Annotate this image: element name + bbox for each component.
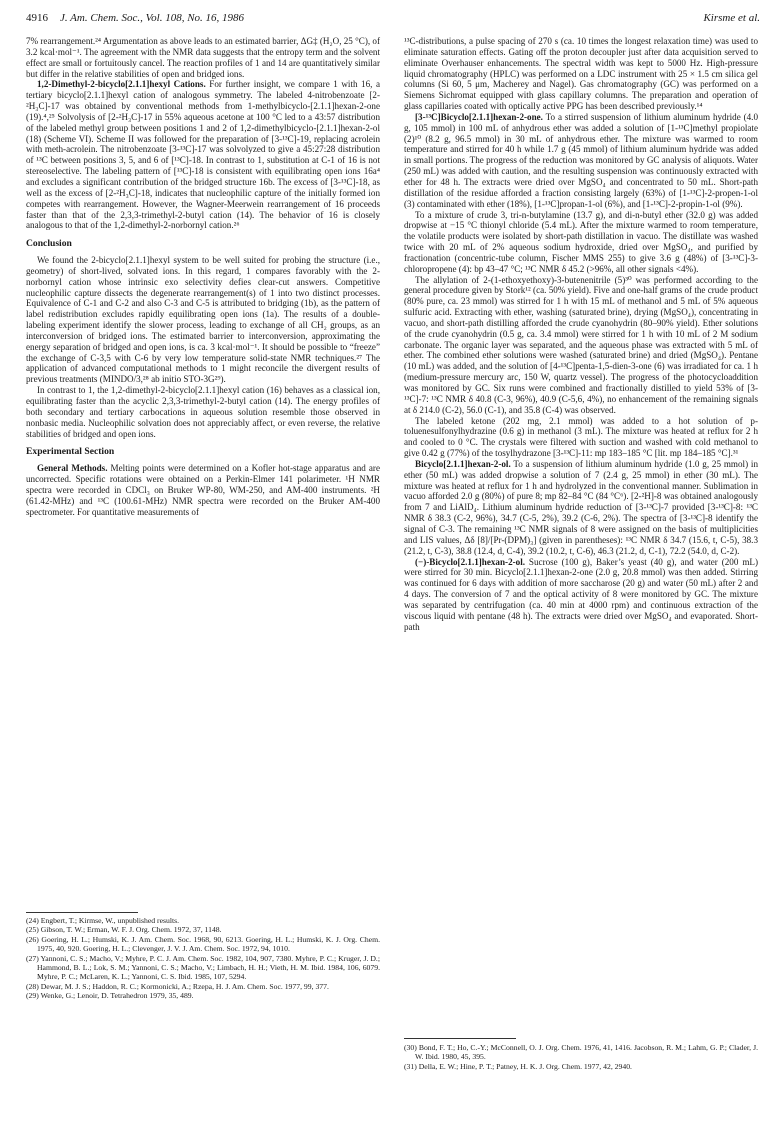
enantiomer-body: Sucrose (100 g), Baker’s yeast (40 g), and water (200 mL) were stirred for 30 min. Bicyclo[2.1.1]hexan-2-one (2.0 g, 20.8 mmol) was then added. Stirring was continued for 6 days with addition of more saccharose (20 g) and water (50 mL) after 2 and 4 days. The conversion of 7 and the optical activity of 8 were monitored by GC. The mixture was separated by centrifugation (ca. 40 min at 4000 rpm) and continuous extraction of the viscous liquid with pentane (48 h). The extracts were dried over MgSO₄ and evaporated. Short-path [404, 556, 758, 632]
footnote-31: (31) Della, E. W.; Hine, P. T.; Patney, H. K. J. Org. Chem. 1977, 42, 2940. [404, 1061, 632, 1071]
hexanol-paragraph [404, 459, 758, 557]
page-number: 4916 [26, 12, 48, 24]
footnote-26: (26) Goering, H. L.; Humski, K. J. Am. Chem. Soc. 1968, 90, 6213. Goering, H. L.; Humski, K. J. Org. Chem. 1975, 40, 920. Goering, H. L.; Clevenger, J. V. J. Am. Chem. Soc. 1972, 94, 1010. [26, 934, 380, 954]
right-column [404, 36, 758, 632]
footnote-29: (29) Wenke, G.; Lenoir, D. Tetrahedron 1979, 35, 489. [26, 991, 194, 1001]
right-footnote-rule [404, 1038, 516, 1039]
hexanol-body: To a suspension of lithium aluminum hydride (1.0 g, 25 mmol) in ether (50 mL) was added dropwise a solution of 7 (2.4 g, 25 mmol) in ether (30 mL). The mixture was heated at reflux for 1 h and hydrolyzed in the conventional manner. Sublimation in vacuo afforded 2.0 g (80%) of pure 8; mp 82–84 °C (84 °C⁶). [2-²H]-8 was obtained analogously from 7 and LiAlD₄. Lithium aluminum hydride reduction of [3-¹³C]-7 provided [3-¹³C]-8: ¹³C NMR δ 38.3 (C-2, 96%), 34.7 (C-5, 2%), 39.2 (C-6, 2%). The spectra of [3-¹³C]-8 identify the signal of C-3. The remaining ¹³C NMR signals of 8 were assigned on the basis of multiplicities and LIS values, Δδ [8]/[Pr-(DPM)₃] (given in parentheses): ¹³C NMR δ 34.7 (15.6, t, C-5), 38.3 (21.2, t, C-3), 38.8 (12.4, d, C-4), 39.2 (10.2, t, C-6), 46.3 (21.2, d, C-1), 72.2 (54.0, d, C-2). [404, 458, 758, 556]
conclusion-paragraph-1: We found the 2-bicyclo[2.1.1]hexyl system to be well suited for probing the structure (i.e., geometry) of short-lived, solvated ions. In this regard, 1 compares favorably with the 2-norbornyl cation whose intrinsic exo selectivity defies clear-cut answers. Competitive nucleophilic capture dissects the degenerate rearrangement(s) of 1 into two distinct processes. Equivalence of C-1 and C-2 and also C-3 and C-5 is attributed to bridging (1b), as the pattern of label redistribution excludes rapidly equilibrating open ions (1a). The results of a double-labeling experiment identify the slower process, leading to exchange of all CH₂ groups, as an interconversion of bridged ions. The estimated barrier to interconversion, approximating the energy separation of bridged and open ions, is ca. 3 kcal·mol⁻¹. It should be possible to “freeze” the exchange of C-3,5 with C-6 by very low temperature solid-state NMR techniques.²⁷ The application of advanced computational methods to 1 might reconcile the divergent results of previous treatments (MINDO/3,²⁸ ab initio STO-3G²⁹). [26, 255, 380, 385]
footnote-30: (30) Bond, F. T.; Ho, C.-Y.; McConnell, O. J. Org. Chem. 1976, 41, 1416. Jacobson, R. M.; Lahm, G. P.; Clader, J. W. Ibid. 1980, 45, 395. [404, 1043, 758, 1062]
dimethyl-body: For further insight, we compare 1 with 16, a tertiary bicyclo[2.1.1]hexyl cation of analogous symmetry. The labeled 4-nitrobenzoate [2-²H₃C]-17 was obtained by conventional methods from 1-methylbicyclo-[2.1.1]hexan-2-one (19).⁴,²⁵ Solvolysis of [2-²H₃C]-17 in 55% aqueous acetone at 100 °C led to a 43:57 distribution of the labeled methyl group between positions 1 and 2 of 1,2-dimethylbicyclo-[2.1.1]hexan-2-ol (18) (Scheme VI). Scheme II was followed for the preparation of [3-¹³C]-19, replacing acrolein with meth-acrolein. The nitrobenzoate [3-¹³C]-17 was solvolyzed to give a 45:27:28 distribution of ¹³C between positions 3, 5, and 6 of [¹³C]-18. In contrast to 1, substitution at C-1 of 16 is not stereoselective. The labeling pattern of [¹³C]-18 is consistent with equilibrating open ions 16a⁴ and excludes a significant contribution of the bridged structure 16b. The excess of [3-¹³C]-18, as well as the excess of [2-²H₃C]-18, indicates that nucleophilic capture of the initially formed ion competes with rearrangement. However, the Wagner-Meerwein rearrangement of 16 proceeds faster than that of the 2,3,3-trimethyl-2-butyl cation (14). The behavior of 16 is closely analogous to that of the 1,2-dimethyl-2-norbornyl cation.²⁶ [26, 79, 380, 231]
footnote-28: (28) Dewar, M. J. S.; Haddon, R. C.; Kormonicki, A.; Rzepa, H. J. Am. Chem. Soc. 1977, 99, 377. [26, 981, 329, 991]
running-header [26, 12, 760, 28]
general-methods-body: Melting points were determined on a Kofler hot-stage apparatus and are uncorrected. Specific rotations were obtained on a Perkin-Elmer 141 polarimeter. ¹H NMR spectra were recorded in CDCl₃ on Bruker WP-80, WM-250, and AM-400 instruments. ²H (61.42-MHz) and ¹³C (100.61-MHz) NMR spectra were recorded on the Bruker AM-400 spectrometer. For quantitative measurements of [26, 463, 380, 517]
hexanol-heading: Bicyclo[2.1.1]hexan-2-ol. [415, 458, 511, 469]
footnote-27: (27) Yannoni, C. S.; Macho, V.; Myhre, P. C. J. Am. Chem. Soc. 1982, 104, 907, 7380. Myhre, P. C.; Kruger, J. D.; Hammond, B. L.; Lok, S. M.; Yannoni, C. S.; Macho, V.; Limbach, H. H.; Vieth, H. M. Ibid. 1984, 106, 6079. Myhre, P. C.; McLaren, K. L.; Yannoni, C. S. Ibid. 1985, 107, 5294. [26, 953, 380, 982]
footnote-25: (25) Gibson, T. W.; Erman, W. F. J. Org. Chem. 1972, 37, 1148. [26, 925, 222, 935]
left-footnotes [26, 916, 380, 1001]
conclusion-paragraph-2: In contrast to 1, the 1,2-dimethyl-2-bicyclo[2.1.1]hexyl cation (16) behaves as a classical ion, equilibrating faster than the acyclic 2,3,3-trimethyl-2-butyl cation (14). The energy profiles of both secondary and tertiary carbocations in aqueous solution resemble those observed in nonbasic media. Nucleophilic solvation does not appreciably affect, or even reverse, the relative stabilities of bridged and open ions. [26, 385, 380, 439]
experimental-heading: Experimental Section [26, 446, 115, 458]
nmr-methods-continued: ¹³C-distributions, a pulse spacing of 270 s (ca. 10 times the longest relaxation time) was used to eliminate saturation effects. Gating off the proton decoupler just after data acquisition served to eliminate Overhauser enhancements. The spectral width was kept to 5000 Hz. High-pressure liquid chromatography (HPLC) was performed on a LDC instrument with 25 × 1.5 cm silica gel columns (Si 60, 5 μm, Macherey and Nagel). Gas chromatography (GC) was performed on a Siemens Sichromat equipped with glass capillary columns. The preparation and operation of glass capillaries coated with optically active PPG has been described previously.¹⁴ [404, 36, 758, 112]
left-column [26, 36, 380, 517]
left-footnote-rule [26, 912, 138, 913]
intro-paragraph: 7% rearrangement.²⁴ Argumentation as above leads to an estimated barrier, ΔG‡ (H₂O, 25 °C), of 3.2 kcal·mol⁻¹. The agreement with the NMR data suggests that the entropy term and the solvent effect are small or fortuitously cancel. The reaction profiles of 1 and 14 are quantitatively similar but differ in the relative stabilities of open and bridged ions. [26, 36, 380, 79]
right-footnotes [404, 1043, 758, 1071]
dimethyl-paragraph [26, 79, 380, 231]
tosylhydrazone-paragraph: The labeled ketone (202 mg, 2.1 mmol) was added to a hot solution of p-toluenesulfonylhydrazine (0.6 g) in methanol (3 mL). The mixture was heated at reflux for 2 h and cooled to 0 °C. The crystals were filtered with suction and washed with cold methanol to give 0.42 g (77%) of the tosylhydrazone [3-¹³C]-11: mp 183–185 °C [lit. mp 184–185 °C].³¹ [404, 415, 758, 459]
chloropropene-paragraph: To a mixture of crude 3, tri-n-butylamine (13.7 g), and di-n-butyl ether (32.0 g) was added dropwise at −15 °C thionyl chloride (5.4 mL). After the mixture warmed to room temperature, the volatile products were isolated by short-path distillation in vacuo. The distillate was washed twice with 20 mL of 2% aqueous sodium hydroxide, dried over MgSO₄, and purified by fractionation (concentric-tube column, Fischer MMS 255) to give 3.6 g (48%) of [3-¹³C]-3-chloropropene (4): bp 43–47 °C; ¹³C NMR δ 45.2 (>96%, all other signals <4%). [404, 209, 758, 274]
journal-citation: J. Am. Chem. Soc., Vol. 108, No. 16, 1986 [60, 12, 245, 24]
hexanone-body: To a stirred suspension of lithium aluminum hydride (4.0 g, 105 mmol) in 100 mL of anhydrous ether was added a solution of [1-¹³C]methyl propiolate (2)¹⁰ (8.2 g, 96.5 mmol) in 30 mL of anhydrous ether. The mixture was warmed to room temperature and stirred for 40 h while 1.7 g (45 mmol) of lithium aluminum hydride was added in small portions. The progress of the reduction was monitored by GC analysis of aliquots. Water (250 mL) was added with caution, and the resulting suspension was continuously extracted with ether for 48 h. The extracts were dried over MgSO₄ and concentrated to 50 mL. Short-path distillation of the residue afforded a fraction consisting largely (63%) of [1-¹³C]-2-propen-1-ol (3) contaminated with ether (18%), [1-¹³C]propan-1-ol (6%), and [1-¹³C]-2-propin-1-ol (9%). [404, 111, 758, 209]
allylation-paragraph: The allylation of 2-(1-ethoxyethoxy)-3-butenenitrile (5)³⁰ was performed according to the general procedure given by Stork¹² (ca. 50% yield). Five and one-half grams of the crude product (80% pure, ca. 23 mmol) was stirred for 1 h with 15 mL of methanol and 5 mL of 5% aqueous sulfuric acid. Extracting with ether, washing (saturated brine), drying (MgSO₄), concentrating in vacuo, and short-path distilling afforded the crude cyanohydrin (80–90% yield). Ether solutions of the crude cyanohydrin (0.5 g, ca. 3.4 mmol) were stirred for 1 h with 10 mL of 2 M sodium carbonate. The organic layer was separated, and the aqueous phase was extracted with 5 mL of ether. The combined ether solutions were washed (saturated brine) and dried (MgSO₄). Pentane (10 mL) was added, and the solution of [4-¹³C]penta-1,5-dien-3-one (6) was irradiated for ca. 1 h (medium-pressure mercury arc, 150 W, quartz vessel). The progress of the photocycloaddition was monitored by GC. Six runs were combined and fractionally distilled to yield 53% of [3-¹³C]-7: ¹³C NMR δ 40.8 (C-3, 96%), 40.9 (C-5,6, 4%), no enhancement of the remaining signals at δ 214.0 (C-2), 56.0 (C-1), and 35.8 (C-4) was observed. [404, 274, 758, 415]
enantiomer-paragraph [404, 557, 758, 633]
hexanone-heading: [3-¹³C]Bicyclo[2.1.1]hexan-2-one. [415, 111, 543, 122]
conclusion-heading: Conclusion [26, 238, 72, 250]
dimethyl-run-in-heading: 1,2-Dimethyl-2-bicyclo[2.1.1]hexyl Cations. [37, 79, 206, 90]
general-methods-paragraph [26, 463, 380, 517]
footnote-24: (24) Engbert, T.; Kirmse, W., unpublished results. [26, 916, 180, 925]
general-methods-heading: General Methods. [37, 463, 108, 474]
enantiomer-heading: (−)-Bicyclo[2.1.1]hexan-2-ol. [415, 556, 525, 567]
running-authors: Kirsme et al. [703, 12, 760, 24]
hexanone-paragraph [404, 112, 758, 210]
